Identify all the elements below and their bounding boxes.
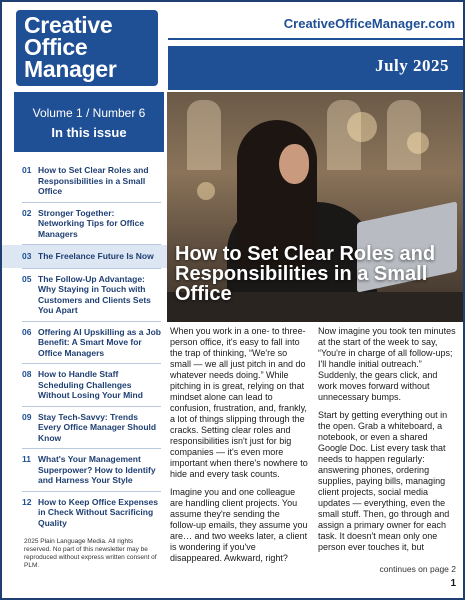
toc-item-title: How to Keep Office Expenses in Check Without Sacrificing Quality <box>38 496 158 528</box>
table-of-contents <box>2 162 167 533</box>
toc-item[interactable] <box>2 407 167 449</box>
logo[interactable] <box>16 10 158 86</box>
toc-page-number: 02 <box>22 207 32 218</box>
toc-page-number: 01 <box>22 165 32 175</box>
toc-item[interactable] <box>2 449 167 491</box>
person-face <box>279 144 309 184</box>
toc-page-number: 05 <box>22 273 32 284</box>
toc-page-number: 11 <box>22 454 31 464</box>
toc-item-title: How to Handle Staff Scheduling Challenges Without Losing Your Mind <box>38 369 143 400</box>
toc-item[interactable] <box>2 364 167 406</box>
bokeh-light <box>197 182 215 200</box>
logo-line-2: Office <box>24 34 88 60</box>
issue-info-box <box>14 92 164 152</box>
article-column-left <box>170 326 308 571</box>
issue-band <box>168 46 463 90</box>
hero-image <box>167 92 463 322</box>
toc-item-title: Stronger Together: Networking Tips for Office Managers <box>38 207 145 239</box>
toc-item-title: The Follow-Up Advantage: Why Staying in Touch with Customers and Clients Sets You Apart <box>38 273 151 315</box>
toc-item[interactable] <box>2 162 167 202</box>
issue-date: July 2025 <box>375 56 449 75</box>
toc-page-number: 03 <box>22 251 32 261</box>
background-window <box>187 100 221 170</box>
article-paragraph: Now imagine you took ten minutes at the start of the week to say, “You're in charge of all follow-ups; I'll handle initial outreach.” Suddenly, the gears click, and work moves forward without unnecessary bumps. <box>318 326 456 402</box>
logo-line-3: Manager <box>24 56 117 82</box>
site-url-link[interactable]: CreativeOfficeManager.com <box>283 16 455 31</box>
toc-item-title: Offering AI Upskilling as a Job Benefit: A Smart Move for Office Managers <box>38 326 161 358</box>
toc-item[interactable] <box>2 203 167 245</box>
toc-page-number: 08 <box>22 369 32 379</box>
toc-page-number: 06 <box>22 326 32 337</box>
toc-item-title: How to Set Clear Roles and Responsibilities in a Small Office <box>38 165 149 196</box>
header-divider <box>168 38 463 40</box>
toc-item-title: What's Your Management Superpower? How to Identify and Harness Your Style <box>38 454 156 485</box>
article-paragraph: Start by getting everything out in the open. Grab a whiteboard, a notebook, or even a shared Google Doc. List every task that needs to happen regularly: answering phones, ordering supplies, paying bills, managing client projects, social media updates — everything, even the small stuff. Then, go through and assign a primary owner for each task. It doesn't mean only one person ever touches it, but <box>318 410 450 552</box>
article-column-right <box>318 326 456 560</box>
toc-page-number: 09 <box>22 411 32 422</box>
article-paragraph: When you work in a one- to three-person office, it's easy to fall into the trap of thinking, “We're so small — we all just pitch in and do whatever needs doing.” While pitching in is great, relying on that mindset alone can lead to confusion, frustration, and, frankly, a lot of things slipping through the cracks. Setting clear roles and responsibilities isn't just for big companies — it's even more important when there's nowhere to hide and every task counts. <box>170 326 308 479</box>
continues-link[interactable]: continues on page 2 <box>379 564 456 574</box>
toc-item-title: Stay Tech-Savvy: Trends Every Office Manager Should Know <box>38 411 157 443</box>
logo-line-1: Creative <box>24 12 113 38</box>
toc-item-title: The Freelance Future Is Now <box>38 251 154 261</box>
sidebar <box>2 92 167 598</box>
masthead <box>2 2 463 92</box>
toc-page-number: 12 <box>22 496 32 507</box>
article-paragraph: Imagine you and one colleague are handling client projects. You assume they're sending the follow-up emails, they assume you are… and two weeks later, a client is wondering if you've disappeared. Awkward, right? <box>170 487 308 563</box>
toc-item[interactable] <box>2 322 167 364</box>
page-number: 1 <box>450 578 456 589</box>
bokeh-light <box>347 112 377 142</box>
toc-item[interactable] <box>2 492 167 534</box>
toc-item-active[interactable] <box>2 245 167 268</box>
article-title: How to Set Clear Roles and Responsibilities in a Small Office <box>175 243 436 305</box>
toc-item[interactable] <box>2 269 167 321</box>
copyright-notice: 2025 Plain Language Media. All rights reserved. No part of this newsletter may be reproduced without express written consent of PLM. <box>24 538 157 569</box>
bokeh-light <box>407 132 429 154</box>
toc-heading: In this issue <box>51 125 127 140</box>
volume-number: Volume 1 / Number 6 <box>32 106 146 120</box>
